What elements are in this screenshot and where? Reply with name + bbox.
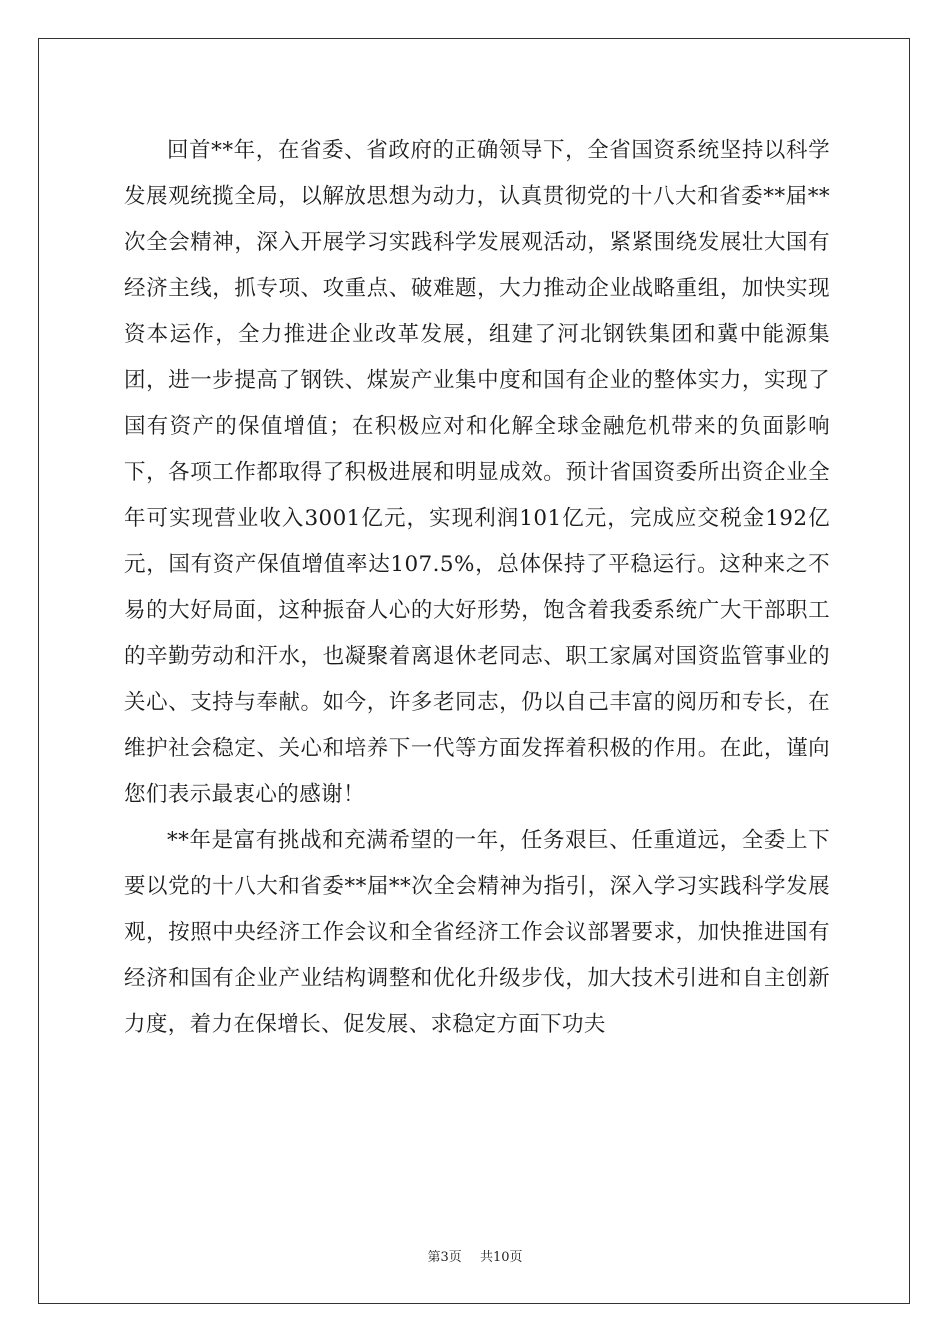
document-body (124, 128, 830, 1048)
page-number-current: 第3页 (427, 1250, 462, 1265)
page-footer (0, 1246, 950, 1265)
paragraph-2: **年是富有挑战和充满希望的一年，任务艰巨、任重道远，全委上下要以党的十八大和省委**届**次全会精神为指引，深入学习实践科学发展观，按照中央经济工作会议和全省经济工作会议部署要求，加快推进国有经济和国有企业产业结构调整和优化升级步伐，加大技术引进和自主创新力度，着力在保增长、促发展、求稳定方面下功夫 (124, 828, 830, 1037)
paragraph-1: 回首**年，在省委、省政府的正确领导下，全省国资系统坚持以科学发展观统揽全局，以解放思想为动力，认真贯彻党的十八大和省委**届**次全会精神，深入开展学习实践科学发展观活动，紧紧围绕发展壮大国有经济主线，抓专项、攻重点、破难题，大力推动企业战略重组，加快实现资本运作，全力推进企业改革发展，组建了河北钢铁集团和冀中能源集团，进一步提高了钢铁、煤炭产业集中度和国有企业的整体实力，实现了国有资产的保值增值；在积极应对和化解全球金融危机带来的负面影响下，各项工作都取得了积极进展和明显成效。预计省国资委所出资企业全年可实现营业收入3001亿元，实现利润101亿元，完成应交税金192亿元，国有资产保值增值率达107.5%，总体保持了平稳运行。这种来之不易的大好局面，这种振奋人心的大好形势，饱含着我委系统广大干部职工的辛勤劳动和汗水，也凝聚着离退休老同志、职工家属对国资监管事业的关心、支持与奉献。如今，许多老同志，仍以自己丰富的阅历和专长，在维护社会稳定、关心和培养下一代等方面发挥着积极的作用。在此，谨向您们表示最衷心的感谢！ (124, 138, 830, 807)
page-number-total: 共10页 (479, 1250, 523, 1265)
